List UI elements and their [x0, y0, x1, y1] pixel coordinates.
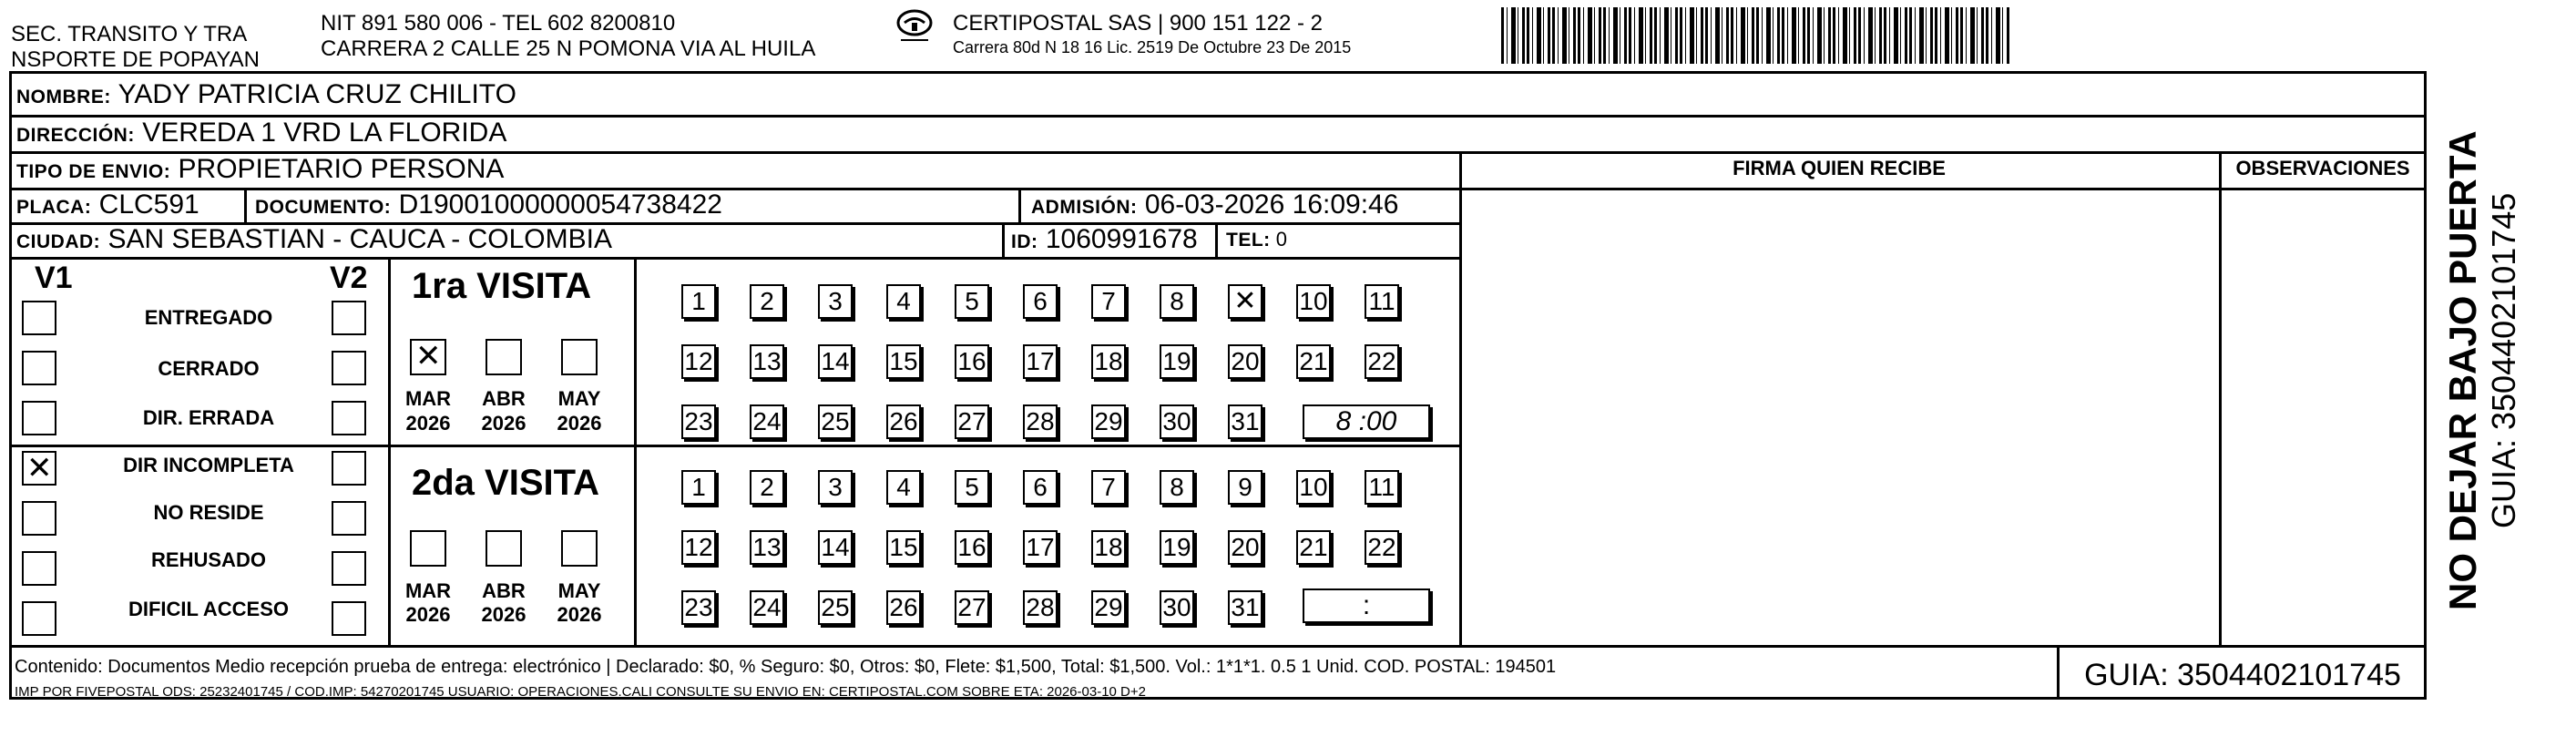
visit2-month-may-box[interactable] — [561, 530, 598, 567]
status-entregado: ENTREGADO — [144, 306, 273, 329]
status-divider — [388, 257, 391, 645]
visit1-day-12[interactable]: 12 — [681, 344, 716, 379]
visit1-day-29[interactable]: 29 — [1091, 404, 1126, 439]
visit2-day-24[interactable]: 24 — [750, 590, 784, 625]
contents-note: Contenido: Documentos Medio recepción prueba de entrega: electrónico | Declarado: $0, % Seguro: $0, Otros: $0, Flete: $1,500, Total: $1,500. Vol.: 1*1*1. 0.5 1 Unid. COD. POSTAL: 194501 — [15, 657, 1557, 677]
tel-value: 0 — [1275, 228, 1288, 251]
sender-contact — [321, 11, 815, 62]
recipient-address: VEREDA 1 VRD LA FLORIDA — [142, 118, 507, 148]
v2-checkbox-dir-errada[interactable] — [332, 401, 366, 435]
visit2-day-28[interactable]: 28 — [1023, 590, 1058, 625]
visit2-time: : — [1362, 590, 1371, 620]
v1-checkbox-dificil-acceso[interactable] — [22, 601, 56, 636]
v1-check-mark: ✕ — [26, 451, 53, 486]
visit1-day-26[interactable]: 26 — [886, 404, 921, 439]
courier-logo-icon — [895, 7, 934, 44]
v1-checkbox-entregado[interactable] — [22, 301, 56, 335]
city-value: SAN SEBASTIAN - CAUCA - COLOMBIA — [107, 224, 612, 254]
visit1-month-may-box[interactable] — [561, 339, 598, 375]
visit2-day-30[interactable]: 30 — [1160, 590, 1194, 625]
address-row — [16, 117, 506, 152]
visit2-year-mar: 2026 — [405, 603, 451, 626]
visit1-month-abr: ABR — [482, 387, 526, 410]
id-row — [1011, 223, 1198, 259]
visit2-day-3[interactable]: 3 — [818, 470, 853, 505]
visit1-day-21[interactable]: 21 — [1296, 344, 1331, 379]
shipment-type: PROPIETARIO PERSONA — [178, 154, 505, 184]
visit1-year-mar: 2026 — [405, 412, 451, 435]
sender-line-1: SEC. TRANSITO Y TRA — [11, 22, 248, 46]
visit2-day-6[interactable]: 6 — [1023, 470, 1058, 505]
visit1-day-11[interactable]: 11 — [1365, 284, 1399, 319]
visit2-day-9[interactable]: 9 — [1228, 470, 1262, 505]
v1-checkbox-no-reside[interactable] — [22, 501, 56, 536]
visit2-day-22[interactable]: 22 — [1365, 530, 1399, 565]
cell-divider — [1018, 188, 1021, 222]
visit1-day-18[interactable]: 18 — [1091, 344, 1126, 379]
visit1-day-4[interactable]: 4 — [886, 284, 921, 319]
visit2-year-may: 2026 — [557, 603, 602, 626]
visit2-day-26[interactable]: 26 — [886, 590, 921, 625]
cell-divider — [1002, 222, 1005, 257]
visit2-time-box[interactable] — [1303, 588, 1430, 623]
visit2-day-12[interactable]: 12 — [681, 530, 716, 565]
type-label: TIPO DE ENVIO: — [16, 161, 171, 182]
type-row — [16, 153, 504, 189]
status-no-reside: NO RESIDE — [153, 501, 264, 524]
visit-divider — [634, 257, 637, 645]
visit2-day-13[interactable]: 13 — [750, 530, 784, 565]
visit2-day-25[interactable]: 25 — [818, 590, 853, 625]
name-row — [16, 78, 516, 114]
visit2-month-may: MAY — [557, 579, 601, 602]
signature-area[interactable] — [1463, 191, 2217, 643]
footer-guia: GUIA: 3504402101745 — [2084, 658, 2401, 692]
visit1-day-25[interactable]: 25 — [818, 404, 853, 439]
side-warning: NO DEJAR BAJO PUERTA — [2441, 130, 2484, 610]
recipient-name: YADY PATRICIA CRUZ CHILITO — [118, 79, 516, 109]
admission-value: 06-03-2026 16:09:46 — [1144, 189, 1399, 220]
side-guia: GUIA: 3504402101745 — [2485, 192, 2522, 528]
document-row — [255, 189, 722, 224]
status-dir-errada: DIR. ERRADA — [142, 406, 275, 429]
visit2-day-15[interactable]: 15 — [886, 530, 921, 565]
obs-left-border — [2219, 151, 2222, 645]
visit1-day-5[interactable]: 5 — [955, 284, 989, 319]
visit2-month-abr: ABR — [482, 579, 526, 602]
visit2-day-10[interactable]: 10 — [1296, 470, 1331, 505]
visit1-day-14[interactable]: 14 — [818, 344, 853, 379]
status-dificil-acceso: DIFICIL ACCESO — [128, 598, 289, 620]
visit1-month-may: MAY — [557, 387, 601, 410]
v1-checkbox-cerrado[interactable] — [22, 351, 56, 385]
status-dir-incompleta: DIR INCOMPLETA — [123, 454, 294, 476]
status-rehusado: REHUSADO — [151, 548, 266, 571]
courier-info — [953, 11, 1351, 58]
v1-checkbox-dir-errada[interactable] — [22, 401, 56, 435]
visit1-month-mark: ✕ — [415, 339, 442, 374]
visit2-day-1[interactable]: 1 — [681, 470, 716, 505]
plate-value: CLC591 — [98, 189, 199, 220]
document-label: DOCUMENTO: — [255, 197, 392, 218]
visit2-day-4[interactable]: 4 — [886, 470, 921, 505]
visit2-day-16[interactable]: 16 — [955, 530, 989, 565]
sender-address: CARRERA 2 CALLE 25 N POMONA VIA AL HUILA — [321, 36, 816, 61]
v1-checkbox-dir-incompleta[interactable] — [22, 451, 56, 486]
visit2-day-20[interactable]: 20 — [1228, 530, 1262, 565]
sender-name — [11, 22, 260, 73]
visit2-day-29[interactable]: 29 — [1091, 590, 1126, 625]
row-line — [9, 445, 1459, 447]
admission-row — [1031, 189, 1398, 224]
visit2-day-31[interactable]: 31 — [1228, 590, 1262, 625]
id-label: ID: — [1011, 231, 1038, 252]
visit1-day-31[interactable]: 31 — [1228, 404, 1262, 439]
v2-checkbox-rehusado[interactable] — [332, 551, 366, 586]
visit1-day-20[interactable]: 20 — [1228, 344, 1262, 379]
visit1-day-3[interactable]: 3 — [818, 284, 853, 319]
cell-divider — [1215, 222, 1218, 257]
observations-header: OBSERVACIONES — [2235, 157, 2410, 179]
visit1-day-16[interactable]: 16 — [955, 344, 989, 379]
imp-note: IMP POR FIVEPOSTAL ODS: 25232401745 / COD.IMP: 54270201745 USUARIO: OPERACIONES.CALI CONSULTE SU ENVIO EN: CERTIPOSTAL.COM SOBRE ETA: 2026-03-10 D+2 — [15, 684, 1146, 700]
visit2-day-27[interactable]: 27 — [955, 590, 989, 625]
visit2-day-2[interactable]: 2 — [750, 470, 784, 505]
visit1-day-7[interactable]: 7 — [1091, 284, 1126, 319]
visit1-day-30[interactable]: 30 — [1160, 404, 1194, 439]
signature-header: FIRMA QUIEN RECIBE — [1733, 157, 1946, 179]
address-label: DIRECCIÓN: — [16, 125, 135, 146]
visit2-month-abr-box[interactable] — [486, 530, 522, 567]
v2-header: V2 — [330, 261, 368, 295]
visit2-day-17[interactable]: 17 — [1023, 530, 1058, 565]
city-row — [16, 223, 612, 259]
visit2-month-mar: MAR — [404, 579, 452, 602]
row-line — [9, 645, 2427, 648]
sender-nit: NIT 891 580 006 - TEL 602 8200810 — [321, 11, 676, 36]
v1-checkbox-rehusado[interactable] — [22, 551, 56, 586]
visit1-month-mar: MAR — [404, 387, 452, 410]
v2-checkbox-entregado[interactable] — [332, 301, 366, 335]
visit1-year-may: 2026 — [557, 412, 602, 435]
visit1-day-19[interactable]: 19 — [1160, 344, 1194, 379]
v2-checkbox-no-reside[interactable] — [332, 501, 366, 536]
visit1-time-box[interactable] — [1303, 404, 1430, 439]
visit1-day-2[interactable]: 2 — [750, 284, 784, 319]
visit2-day-19[interactable]: 19 — [1160, 530, 1194, 565]
visit1-day-6[interactable]: 6 — [1023, 284, 1058, 319]
visit1-title: 1ra VISITA — [412, 266, 592, 306]
visit1-year-abr: 2026 — [481, 412, 526, 435]
visit2-title: 2da VISITA — [412, 463, 599, 503]
visit1-day-8[interactable]: 8 — [1160, 284, 1194, 319]
plate-label: PLACA: — [16, 197, 92, 218]
tel-row — [1226, 223, 1287, 257]
visit2-day-8[interactable]: 8 — [1160, 470, 1194, 505]
footer-divider — [2057, 645, 2060, 700]
visit2-day-7[interactable]: 7 — [1091, 470, 1126, 505]
v2-checkbox-dificil-acceso[interactable] — [332, 601, 366, 636]
visit1-day-9[interactable]: ✕ — [1228, 284, 1262, 319]
visit1-day-24[interactable]: 24 — [750, 404, 784, 439]
visit1-day-28[interactable]: 28 — [1023, 404, 1058, 439]
document-value: D19001000000054738422 — [398, 189, 722, 220]
visit1-day-23[interactable]: 23 — [681, 404, 716, 439]
visit2-day-23[interactable]: 23 — [681, 590, 716, 625]
visit2-day-14[interactable]: 14 — [818, 530, 853, 565]
visit1-day-15[interactable]: 15 — [886, 344, 921, 379]
city-label: CIUDAD: — [16, 231, 101, 252]
status-cerrado: CERRADO — [158, 357, 260, 380]
visit1-day-22[interactable]: 22 — [1365, 344, 1399, 379]
sig-header-line — [1459, 188, 2427, 190]
visit2-day-18[interactable]: 18 — [1091, 530, 1126, 565]
visit1-day-1[interactable]: 1 — [681, 284, 716, 319]
sig-left-border — [1459, 151, 1462, 645]
observations-area[interactable] — [2223, 191, 2425, 643]
visit2-day-21[interactable]: 21 — [1296, 530, 1331, 565]
courier-license: Carrera 80d N 18 16 Lic. 2519 De Octubre 23 De 2015 — [953, 38, 1352, 56]
tel-label: TEL: — [1226, 230, 1271, 251]
visit1-month-abr-box[interactable] — [486, 339, 522, 375]
visit1-day-27[interactable]: 27 — [955, 404, 989, 439]
visit1-time: 8 :00 — [1335, 406, 1397, 436]
visit1-month-mar-box[interactable] — [410, 339, 446, 375]
visit1-day-17[interactable]: 17 — [1023, 344, 1058, 379]
sender-line-2: NSPORTE DE POPAYAN — [11, 47, 260, 72]
admission-label: ADMISIÓN: — [1031, 197, 1138, 218]
plate-row — [16, 189, 199, 224]
visit2-day-5[interactable]: 5 — [955, 470, 989, 505]
v2-checkbox-cerrado[interactable] — [332, 351, 366, 385]
visit2-year-abr: 2026 — [481, 603, 526, 626]
v2-checkbox-dir-incompleta[interactable] — [332, 451, 366, 486]
barcode — [1501, 7, 2011, 64]
id-value: 1060991678 — [1045, 224, 1198, 254]
visit1-day-10[interactable]: 10 — [1296, 284, 1331, 319]
name-label: NOMBRE: — [16, 87, 111, 107]
courier-name: CERTIPOSTAL SAS | 900 151 122 - 2 — [953, 11, 1323, 36]
visit2-day-11[interactable]: 11 — [1365, 470, 1399, 505]
cell-divider — [244, 188, 247, 222]
visit2-month-mar-box[interactable] — [410, 530, 446, 567]
v1-header: V1 — [35, 261, 73, 295]
visit1-day-13[interactable]: 13 — [750, 344, 784, 379]
